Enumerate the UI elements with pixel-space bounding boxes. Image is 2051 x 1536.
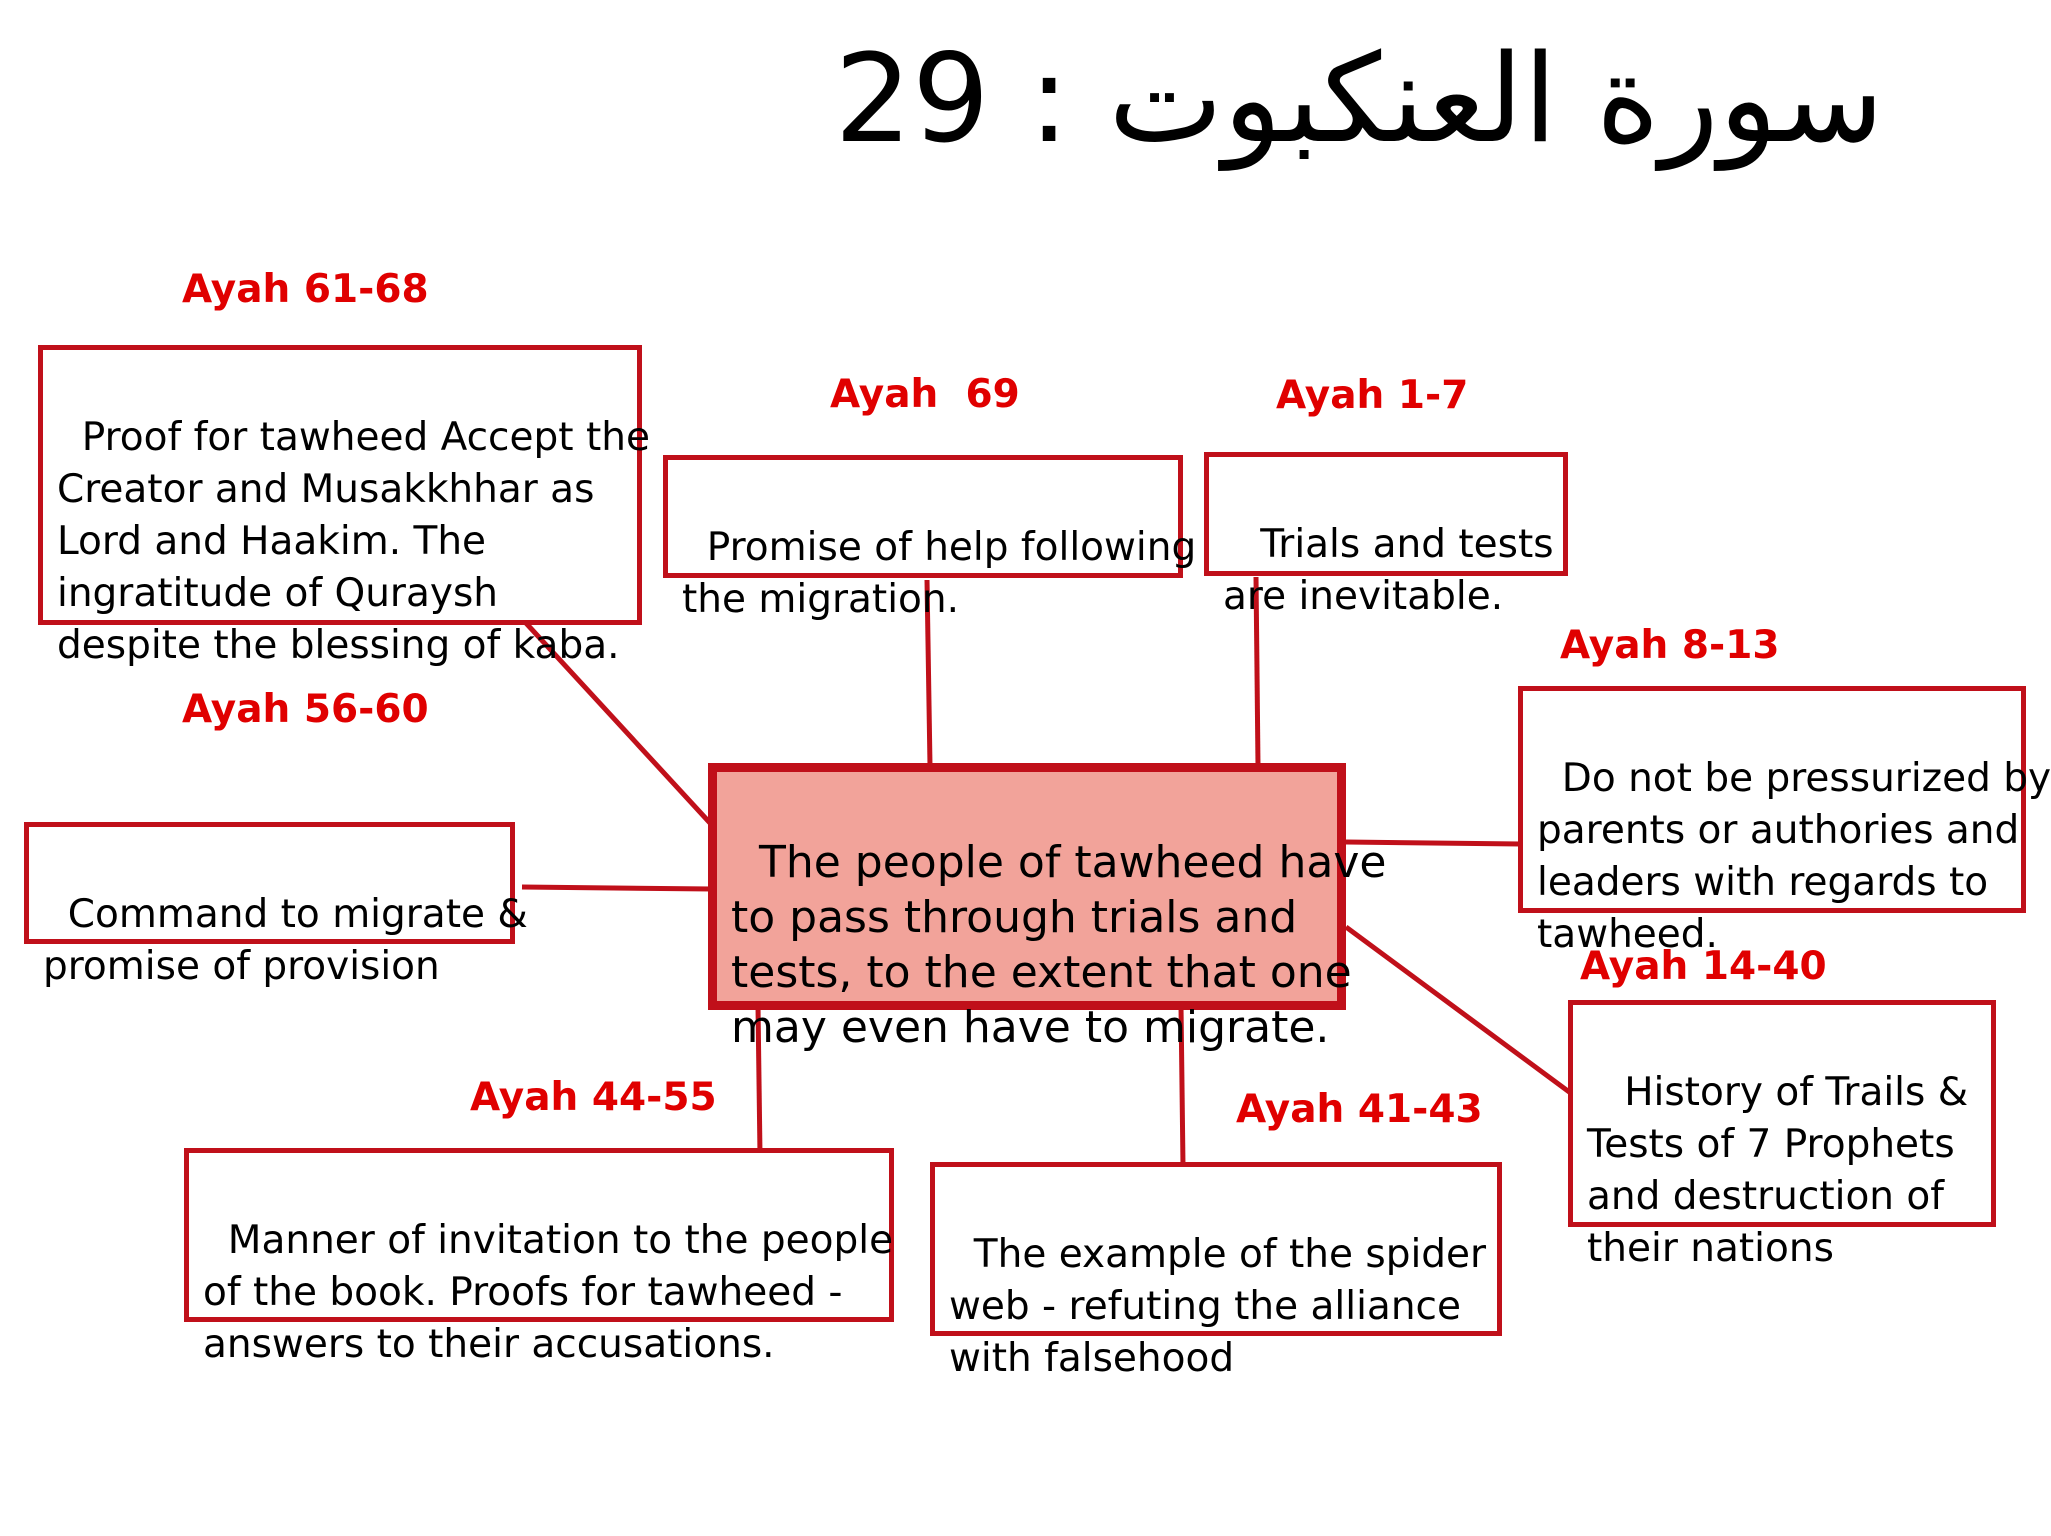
label-ayah-61-68: Ayah 61-68	[182, 267, 429, 312]
label-ayah-56-60: Ayah 56-60	[182, 687, 429, 732]
box-ayah-8-13	[1518, 686, 2051, 957]
surah-number: 29 :	[834, 28, 1070, 170]
central-theme-text: The people of tawheed have to pass through trials and tests, to the extent that one may even have to migrate.	[731, 837, 1387, 1053]
box-ayah-56-60	[24, 822, 528, 989]
connector-ayah-56-60	[522, 887, 712, 889]
text-ayah-8-13: Do not be pressurized by parents or authories and leaders with regards to tawheed.	[1537, 756, 2051, 957]
label-ayah-69: Ayah 69	[830, 372, 1020, 417]
text-ayah-41-43: The example of the spider web - refuting the alliance with falsehood	[949, 1232, 1487, 1381]
box-ayah-44-55	[184, 1148, 894, 1367]
text-ayah-61-68: Proof for tawheed Accept the Creator and Musakkhhar as Lord and Haakim. The ingratitude of Quraysh despite the blessing of kaba.	[57, 415, 650, 668]
box-ayah-41-43	[930, 1162, 1502, 1381]
box-ayah-1-7	[1204, 452, 1568, 619]
text-ayah-69: Promise of help following the migration.	[682, 525, 1197, 622]
label-ayah-8-13: Ayah 8-13	[1560, 623, 1780, 668]
label-ayah-1-7: Ayah 1-7	[1276, 373, 1469, 418]
text-ayah-56-60: Command to migrate & promise of provision	[43, 892, 528, 989]
surah-name-arabic: سورة العنكبوت	[1108, 28, 1884, 170]
label-ayah-14-40: Ayah 14-40	[1580, 944, 1827, 989]
box-ayah-69	[663, 455, 1197, 622]
text-ayah-14-40: History of Trails & Tests of 7 Prophets and destruction of their nations	[1587, 1070, 1969, 1271]
label-ayah-41-43: Ayah 41-43	[1236, 1087, 1483, 1132]
label-ayah-44-55: Ayah 44-55	[470, 1075, 717, 1120]
central-theme-box	[708, 763, 1387, 1053]
box-ayah-61-68	[38, 345, 650, 668]
text-ayah-44-55: Manner of invitation to the people of the book. Proofs for tawheed - answers to their accusations.	[203, 1218, 894, 1367]
text-ayah-1-7: Trials and tests are inevitable.	[1223, 522, 1554, 619]
box-ayah-14-40	[1568, 1000, 1996, 1271]
